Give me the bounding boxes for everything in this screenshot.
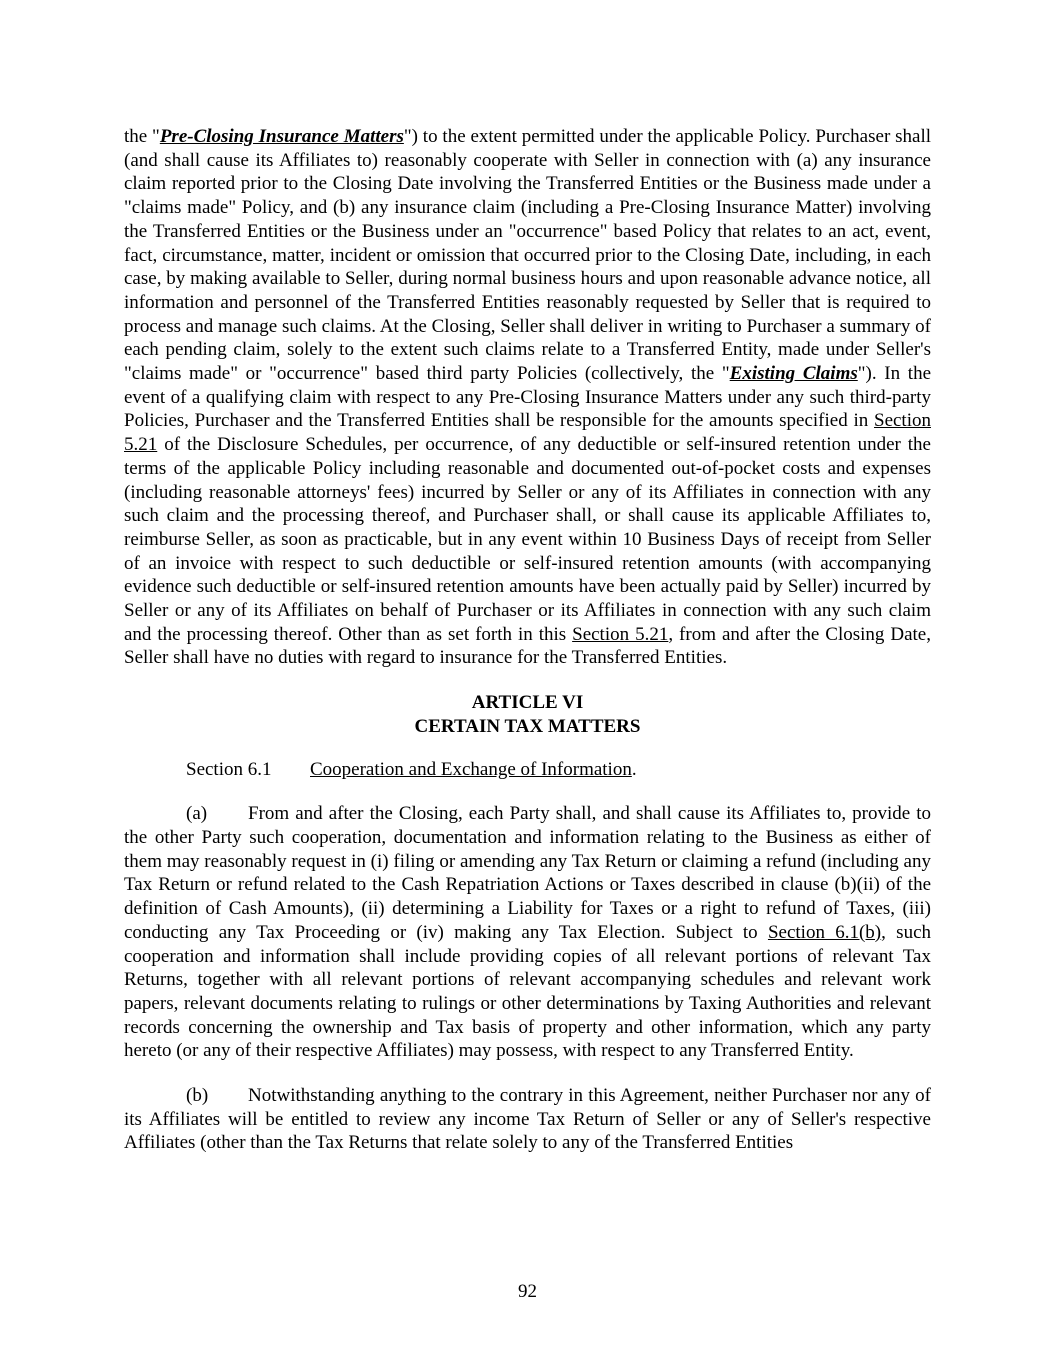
section-reference: Section 5.21 — [572, 623, 669, 645]
article-heading — [124, 691, 931, 738]
text-run: ") to the extent permitted under the applicable Policy. Purchaser shall (and shall cause its Affiliates to) reasonably cooperate with Seller in connection with (a) any insurance claim reported prior to the Closing Date involving the Transferred Entities or the Business made under a "claims made" Policy, and (b) any insurance claim (including a Pre-Closing Insurance Matter) involving the Transferred Entities or the Business under an "occurrence" based Policy that relates to an act, event, fact, circumstance, matter, incident or omission that occurred prior to the Closing Date, including, in each case, by making available to Seller, during normal business hours and upon reasonable advance notice, all information and personnel of the Transferred Entities reasonably requested by Seller that is required to process and manage such claims. At the Closing, Seller shall deliver in writing to Purchaser a summary of each pending claim, solely to the extent such claims relate to a Transferred Entity, made under Seller's "claims made" or "occurrence" based third party Policies (collectively, the " — [124, 126, 931, 385]
text-run: , such cooperation and information shall include providing copies of all relevant portions of relevant Tax Returns, together with all relevant portions of relevant accompanying schedules and relevant work papers, relevant documents relating to rulings or other determinations by Taxing Authorities and relevant records concerning the ownership and Tax basis of property and other information, which any party hereto (or any of their respective Affiliates) may possess, with respect to any Transferred Entity. — [124, 921, 931, 1062]
insurance-continuation-paragraph — [124, 125, 931, 670]
article-number: ARTICLE VI — [471, 692, 584, 714]
subparagraph-label: (b) — [186, 1085, 209, 1107]
text-run: From and after the Closing, each Party shall, and shall cause its Affiliates to, provide to the other Party such cooperation, documentation and information relating to the Business as either of them may reasonably request in (i) filing or amending any Tax Return or claiming a refund (including any Tax Return or refund related to the Cash Repatriation Actions or Taxes described in clause (b)(ii) of the definition of Cash Amounts), (ii) determining a Liability for Taxes or a right to refund of Taxes, (iii) conducting any Tax Proceeding or (iv) making any Tax Election. Subject to — [124, 803, 931, 943]
text-run: , from and after the Closing Date, Seller shall have no duties with regard to insurance for the Transferred Entities. — [124, 623, 931, 669]
section-reference: Section 5.21 — [124, 410, 931, 456]
subparagraph-label: (a) — [186, 803, 208, 825]
article-title: CERTAIN TAX MATTERS — [414, 715, 641, 737]
section-title: Cooperation and Exchange of Information — [310, 758, 632, 780]
subparagraph-b — [124, 1084, 931, 1155]
defined-term-pre-closing-insurance-matters: Pre-Closing Insurance Matters — [159, 126, 404, 147]
text-run: of the Disclosure Schedules, per occurrence, of any deductible or self-insured retention under the terms of the applicable Policy including reasonable and documented out-of-pocket costs and expenses (including reasonable attorneys' fees) incurred by Seller or any of its Affiliates in connection with any such claim and the processing thereof, and Purchaser shall, or shall cause its applicable Affiliates to, reimburse Seller, as soon as practicable, but in any event within 10 Business Days of receipt from Seller of an invoice with respect to such deductible or self-insured retention amounts (with accompanying evidence such deductible or self-insured retention amounts have been actually paid by Seller) incurred by Seller or any of its Affiliates on behalf of Purchaser or its Affiliates in connection with any such claim and the processing thereof. Other than as set forth in this — [124, 434, 931, 645]
section-heading — [124, 758, 931, 782]
document-page — [124, 125, 931, 1176]
defined-term-existing-claims: Existing Claims — [729, 363, 858, 385]
text-run: Notwithstanding anything to the contrary in this Agreement, neither Purchaser nor any of its Affiliates will be entitled to review any income Tax Return of Seller or any of Seller's respective Affiliates (other than the Tax Returns that relate solely to any of the Transferred Entities — [124, 1085, 931, 1154]
page-number: 92 — [518, 1281, 537, 1302]
text-run: the " — [124, 126, 160, 147]
section-title-suffix: . — [631, 758, 637, 780]
section-number: Section 6.1 — [186, 758, 272, 780]
subparagraph-a — [124, 802, 931, 1063]
section-reference: Section 6.1(b) — [767, 921, 882, 943]
text-run: "). In the event of a qualifying claim with respect to any Pre-Closing Insurance Matters under any such third-party Policies, Purchaser and the Transferred Entities shall be responsible for the amounts specified in — [124, 363, 932, 432]
